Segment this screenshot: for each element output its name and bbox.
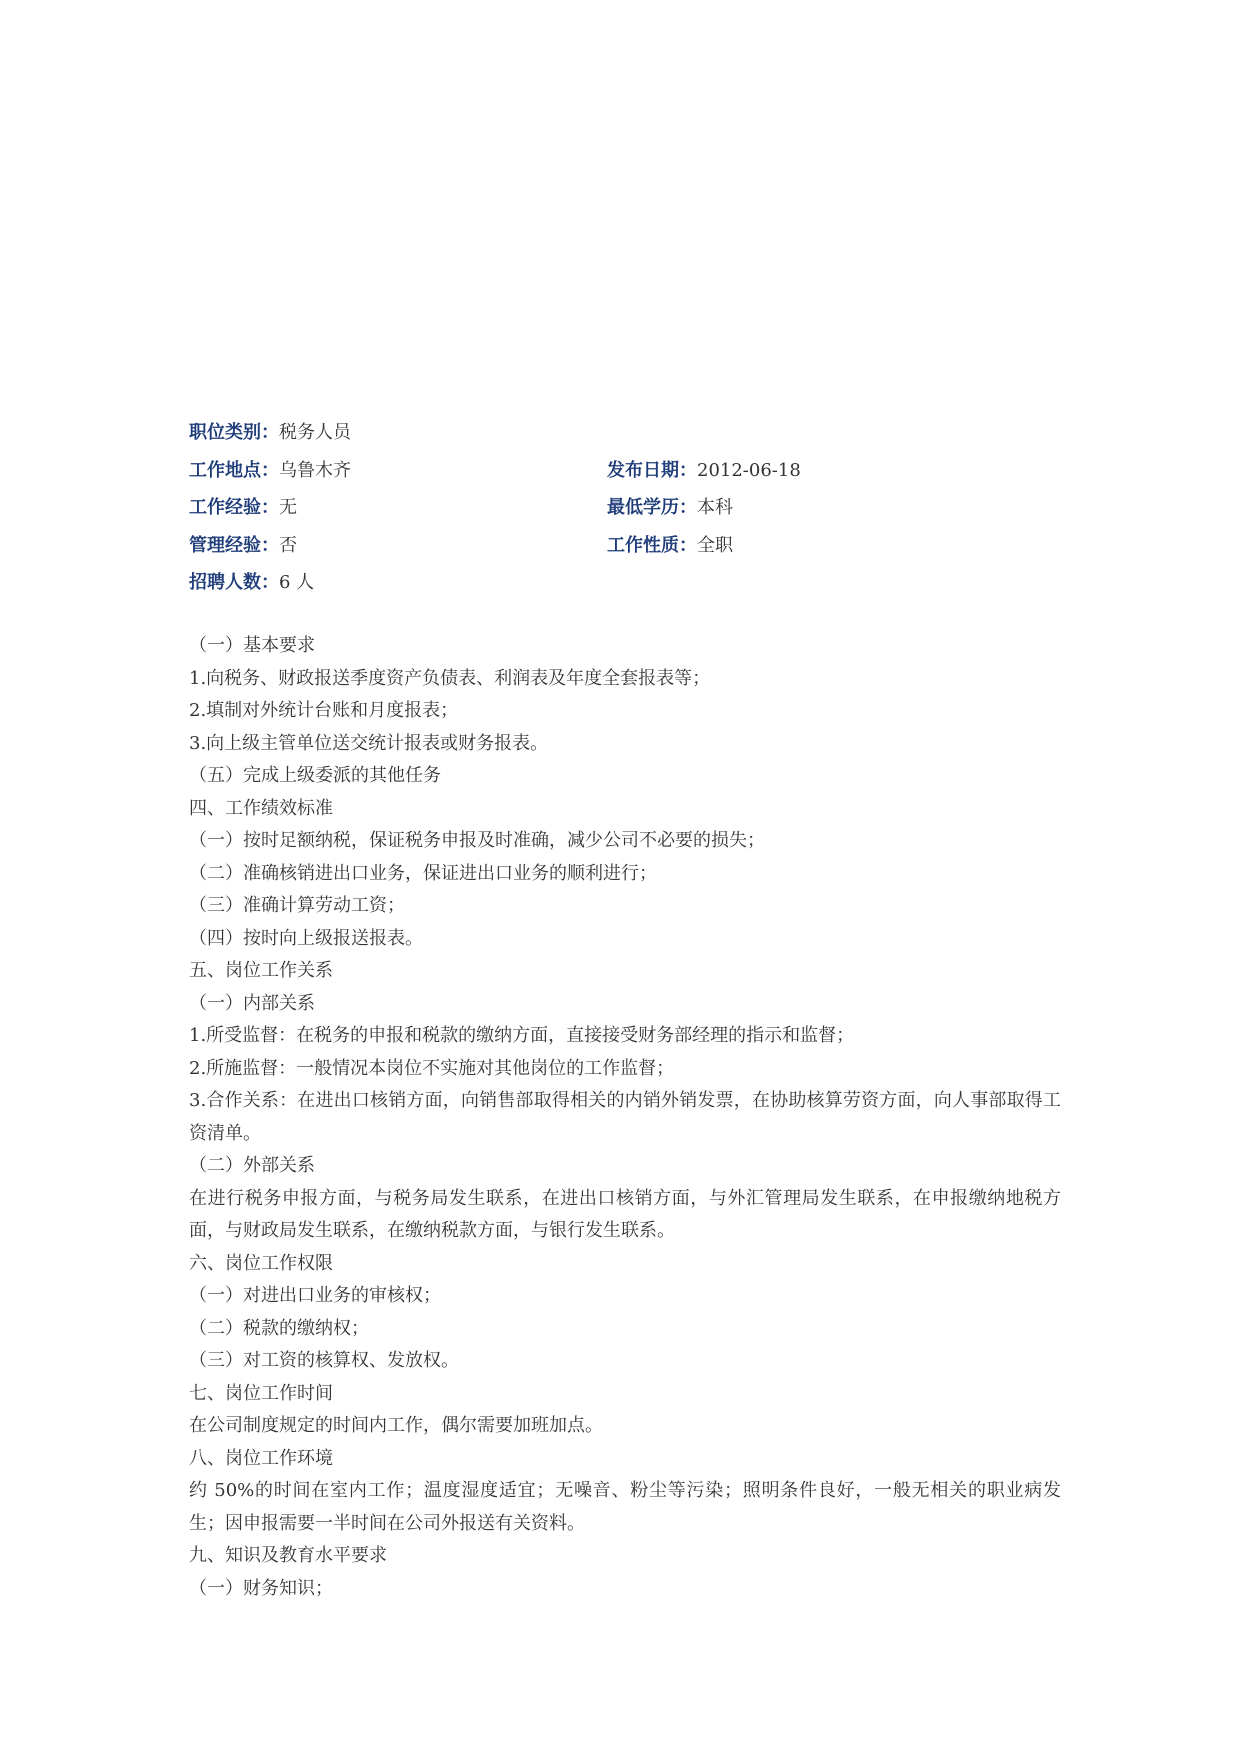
job-type-label: 工作性质： bbox=[607, 534, 697, 556]
info-row-location bbox=[189, 452, 1069, 490]
section-heading-environment: 八、岗位工作环境 bbox=[189, 1447, 333, 1469]
list-item: （一）财务知识； bbox=[189, 1577, 333, 1599]
job-type-value: 全职 bbox=[697, 534, 733, 556]
list-item: （三）准确计算劳动工资； bbox=[189, 895, 405, 916]
list-item: 3.向上级主管单位送交统计报表或财务报表。 bbox=[189, 732, 549, 754]
publish-date-value: 2012-06-18 bbox=[697, 459, 801, 481]
section-heading-performance: 四、工作绩效标准 bbox=[189, 797, 333, 819]
experience-label: 工作经验： bbox=[189, 497, 279, 518]
publish-date-field bbox=[607, 452, 801, 490]
category-field bbox=[189, 414, 351, 452]
info-row-experience bbox=[189, 489, 1069, 527]
publish-date-label: 发布日期： bbox=[607, 459, 697, 481]
education-label: 最低学历： bbox=[607, 497, 697, 518]
section-basic-requirements: （一）基本要求 bbox=[189, 635, 315, 656]
paragraph: 在公司制度规定的时间内工作，偶尔需要加班加点。 bbox=[189, 1415, 603, 1436]
paragraph: 约 50%的时间在室内工作；温度湿度适宜；无噪音、粉尘等污染；照明条件良好，一般无相关的职业病发生；因申报需要一半时间在公司外报送有关资料。 bbox=[189, 1480, 1061, 1534]
management-field bbox=[189, 527, 297, 565]
category-label: 职位类别： bbox=[189, 422, 279, 443]
management-value: 否 bbox=[279, 534, 297, 556]
section-heading-authority: 六、岗位工作权限 bbox=[189, 1252, 333, 1274]
section-heading-working-time: 七、岗位工作时间 bbox=[189, 1382, 333, 1404]
list-item: 1.向税务、财政报送季度资产负债表、利润表及年度全套报表等； bbox=[189, 667, 711, 689]
headcount-field bbox=[189, 564, 314, 602]
subsection-external: （二）外部关系 bbox=[189, 1155, 315, 1176]
job-info-panel bbox=[189, 414, 1069, 602]
location-value: 乌鲁木齐 bbox=[279, 459, 351, 481]
experience-value: 无 bbox=[279, 497, 297, 518]
location-label: 工作地点： bbox=[189, 459, 279, 481]
management-label: 管理经验： bbox=[189, 534, 279, 556]
list-item: 2.填制对外统计台账和月度报表； bbox=[189, 700, 459, 721]
list-item: （三）对工资的核算权、发放权。 bbox=[189, 1350, 459, 1371]
info-row-headcount bbox=[189, 564, 1069, 602]
section-heading-relations: 五、岗位工作关系 bbox=[189, 960, 333, 981]
list-item: 2.所施监督：一般情况本岗位不实施对其他岗位的工作监督； bbox=[189, 1057, 675, 1079]
list-item: （二）准确核销进出口业务，保证进出口业务的顺利进行； bbox=[189, 862, 657, 884]
category-value: 税务人员 bbox=[279, 422, 351, 443]
education-value: 本科 bbox=[697, 497, 733, 518]
list-item: 3.合作关系：在进出口核销方面，向销售部取得相关的内销外销发票，在协助核算劳资方面，向人事部取得工资清单。 bbox=[189, 1090, 1061, 1144]
list-item: （二）税款的缴纳权； bbox=[189, 1317, 369, 1339]
paragraph: 在进行税务申报方面，与税务局发生联系，在进出口核销方面，与外汇管理局发生联系，在申报缴纳地税方面，与财政局发生联系，在缴纳税款方面，与银行发生联系。 bbox=[189, 1187, 1061, 1241]
list-item: （一）对进出口业务的审核权； bbox=[189, 1285, 441, 1306]
list-item: （五）完成上级委派的其他任务 bbox=[189, 765, 441, 786]
info-row-management bbox=[189, 527, 1069, 565]
experience-field bbox=[189, 489, 297, 527]
education-field bbox=[607, 489, 733, 527]
headcount-value: 6 人 bbox=[279, 572, 315, 593]
list-item: （一）按时足额纳税，保证税务申报及时准确，减少公司不必要的损失； bbox=[189, 830, 765, 851]
job-type-field bbox=[607, 527, 733, 565]
info-row-category bbox=[189, 414, 1069, 452]
list-item: （四）按时向上级报送报表。 bbox=[189, 927, 423, 949]
list-item: 1.所受监督：在税务的申报和税款的缴纳方面，直接接受财务部经理的指示和监督； bbox=[189, 1025, 855, 1046]
subsection-internal: （一）内部关系 bbox=[189, 992, 315, 1014]
location-field bbox=[189, 452, 351, 490]
section-heading-knowledge: 九、知识及教育水平要求 bbox=[189, 1545, 387, 1566]
job-description bbox=[189, 630, 1061, 1605]
headcount-label: 招聘人数： bbox=[189, 572, 279, 593]
